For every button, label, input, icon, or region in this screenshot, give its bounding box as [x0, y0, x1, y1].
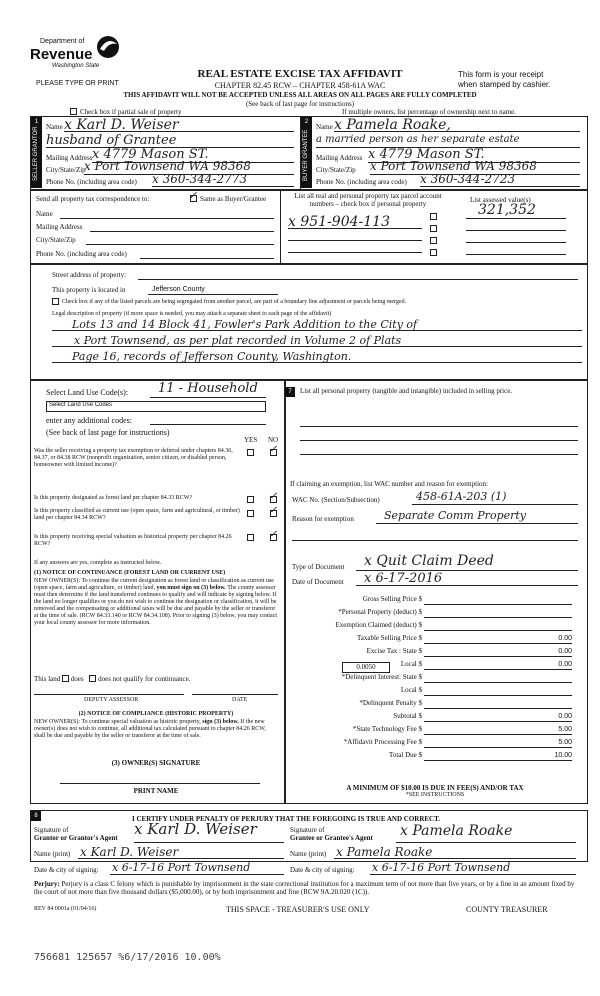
question-forest: Is this property designated as forest land per chapter 84.33 RCW? — [34, 495, 193, 501]
tax-row-value[interactable]: 0.00 — [558, 713, 572, 720]
rev-number: REV 84 0001a (01/04/16) — [34, 906, 97, 912]
perjury-text: Perjury is a class C felony which is punishable by imprisonment in the state correctional institution for a maximum term of not more than five years, or by a fine in an amount fixed by the court of not more than five thousand dollars ($5,000.00), or by both imprisonment and fine (RCW 9A.20.020 (1C)). — [34, 880, 575, 896]
doc-date-label: Date of Document — [292, 578, 344, 586]
buyer-mailing-label: Mailing Address — [316, 154, 363, 162]
parcel-personal-checkbox-3[interactable] — [430, 237, 437, 244]
q4-no-check-mark: ✓ — [269, 529, 278, 540]
seller-side-label: SELLER GRANTOR — [33, 126, 39, 181]
personal-property-label: List all personal property (tangible and intangible) included in selling price. — [300, 387, 513, 395]
parcel-personal-checkbox-2[interactable] — [430, 225, 437, 232]
seller-city-state-zip[interactable]: x Port Townsend WA 98368 — [84, 159, 251, 173]
notice-continuance-title: (1) NOTICE OF CONTINUANCE (FOREST LAND OR CURRENT USE) — [34, 570, 226, 576]
grantee-sig-label-2: Grantee or Grantee's Agent — [290, 834, 373, 842]
buyer-mailing-address[interactable]: x 4779 Mason ST. — [368, 147, 485, 162]
q1-no-check-mark: ✓ — [269, 444, 278, 455]
grantor-date-city[interactable]: x 6-17-16 Port Townsend — [112, 861, 251, 874]
legal-line-3[interactable]: Page 16, records of Jefferson County, Washington. — [72, 350, 352, 363]
buyer-city-state-zip[interactable]: x Port Townsend WA 98368 — [370, 159, 537, 173]
notice-compliance-title: (2) NOTICE OF COMPLIANCE (HISTORIC PROPERTY) — [78, 711, 234, 717]
tax-row-line — [424, 682, 572, 683]
seller-phone[interactable]: x 360-344-2773 — [152, 172, 248, 186]
if-yes-note: If any answers are yes, complete as instructed below. — [34, 560, 162, 566]
perjury-bold: Perjury: — [34, 880, 60, 888]
q2-yes-checkbox[interactable] — [247, 496, 254, 503]
tax-row-value[interactable]: 10.00 — [554, 752, 572, 759]
notice-compliance-text-a: NEW OWNER(S): To continue special valuation as historic property, — [34, 719, 201, 725]
tax-row — [292, 671, 578, 684]
tax-row — [292, 645, 578, 658]
grantor-sig-label-1: Signature of — [34, 826, 69, 834]
tax-row-line — [424, 708, 572, 709]
tax-row-value[interactable]: 0.00 — [558, 635, 572, 642]
reason-value[interactable]: Separate Comm Property — [384, 509, 527, 522]
notice-continuance-bold: you must sign on (3) below. — [156, 585, 226, 591]
tax-row-value[interactable]: 0.00 — [558, 661, 572, 668]
tax-row — [292, 749, 578, 762]
multiple-owners-note: If multiple owners, list percentage of ownership next to name. — [342, 108, 516, 116]
tax-row-label: Excise Tax : State $ — [366, 647, 422, 655]
tax-row-line — [424, 721, 572, 722]
notice-compliance-bold: sign (3) below. — [202, 719, 239, 725]
tax-row-line — [424, 630, 572, 631]
tax-row-line — [424, 669, 572, 670]
tax-row — [292, 684, 578, 697]
logo-dept-text: Department of — [40, 38, 85, 45]
see-back-note: (See back of last page for instructions) — [245, 100, 355, 108]
does-label: does — [70, 675, 84, 683]
tax-row-label: *Personal Property (deduct) $ — [338, 608, 422, 616]
dor-logo — [30, 34, 125, 78]
section-2-badge — [301, 117, 312, 188]
tax-row — [292, 593, 578, 606]
minimum-note: A MINIMUM OF $10.00 IS DUE IN FEE(S) AND/OR TAX — [346, 784, 524, 792]
street-address-label: Street address of property: — [52, 271, 127, 279]
additional-codes-label: enter any additional codes: — [46, 416, 132, 425]
buyer-phone-label: Phone No. (including area code) — [316, 178, 407, 186]
grantor-signature[interactable]: x Karl D. Weiser — [134, 820, 257, 838]
section-1-badge — [31, 117, 42, 188]
buyer-city-label: City/State/Zip — [316, 166, 356, 174]
tax-row — [292, 697, 578, 710]
corr-mailing-label: Mailing Address — [36, 223, 83, 231]
tax-row-label: Local $ — [400, 686, 422, 694]
tax-row-label: Gross Selling Price $ — [362, 595, 422, 603]
grantor-date-label: Date & city of signing: — [34, 866, 99, 874]
partial-sale-label: Check box if partial sale of property — [80, 108, 182, 116]
section-8-number: 8 — [34, 813, 38, 819]
tax-row — [292, 710, 578, 723]
tax-row-value[interactable]: 5.00 — [558, 739, 572, 746]
question-exemption: Was the seller receiving a property tax exemption or deferral under chapters 84.36, 84.37, or 84.38 RCW (nonprofit organization, senior citizen, or disabled person, homeowner with limited income)? — [34, 448, 233, 468]
grantor-print-label: Name (print) — [34, 850, 71, 858]
seller-city-label: City/State/Zip — [46, 166, 86, 174]
seller-mailing-label: Mailing Address — [46, 154, 93, 162]
grantee-print-name[interactable]: x Pamela Roake — [336, 845, 433, 859]
reason-label: Reason for exemption — [292, 515, 354, 523]
yes-col-header: YES — [244, 436, 258, 444]
tax-row-line — [424, 734, 572, 735]
seller-name[interactable]: x Karl D. Weiser — [64, 117, 179, 133]
tax-row-label: *Delinquent Penalty $ — [359, 699, 422, 707]
county-value[interactable]: Jefferson County — [152, 286, 205, 293]
revenue-swirl-icon — [93, 34, 123, 60]
same-as-buyer-check-mark: ✓ — [188, 189, 198, 202]
treasurer-use-label: THIS SPACE - TREASURER'S USE ONLY — [226, 905, 370, 914]
grantor-print-name[interactable]: x Karl D. Weiser — [80, 845, 179, 859]
correspondence-label: Send all property tax correspondence to: — [36, 195, 150, 203]
segregated-note: Check box if any of the listed parcels are being segregated from another parcel, are part of a boundary line adjustment or parcels being merged. — [62, 299, 407, 305]
form-chapter: CHAPTER 82.45 RCW – CHAPTER 458-61A WAC — [214, 81, 386, 90]
receipt-note-2: when stamped by cashier. — [458, 80, 551, 89]
buyer-name-label: Name — [316, 123, 333, 131]
wac-label: WAC No. (Section/Subsection) — [292, 496, 380, 504]
parcel-personal-checkbox-4[interactable] — [430, 249, 437, 256]
logo-state-text: Washington State — [52, 63, 100, 69]
seller-name-label: Name — [46, 123, 63, 131]
q1-yes-checkbox[interactable] — [247, 449, 254, 456]
grantee-signature[interactable]: x Pamela Roake — [400, 823, 513, 839]
notice-continuance-body — [34, 578, 278, 627]
does-not-label: does not — [98, 675, 122, 683]
section-7-number: 7 — [288, 389, 292, 395]
section-8-badge — [31, 811, 41, 821]
parcel-header: List all real and personal property tax parcel account numbers – check box if personal property — [294, 192, 442, 208]
this-land-row — [34, 674, 190, 683]
does-not-checkbox[interactable] — [89, 675, 96, 682]
tax-row — [292, 619, 578, 632]
tax-row — [292, 723, 578, 736]
q3-no-check-mark: ✓ — [269, 505, 278, 516]
buyer-phone[interactable]: x 360-344-2723 — [420, 172, 516, 186]
land-use-select[interactable] — [46, 401, 266, 412]
tax-row-line — [424, 643, 572, 644]
assessed-header: List assessed value(s) — [470, 196, 531, 204]
perjury-notice — [34, 880, 584, 896]
notice-compliance-text-b: If the new owner(s) does not wish to continue, all additional tax calculated pursuant to chapter 84.26 RCW, shall be due and payable by the seller or transferor at the time of sale. — [34, 719, 266, 739]
tax-row-label: *State Technology Fee $ — [352, 725, 422, 733]
tax-row-line — [424, 617, 572, 618]
notice-compliance-body — [34, 719, 278, 740]
tax-row-line — [424, 656, 572, 657]
legal-line-2[interactable]: x Port Townsend, as per plat recorded in Volume 2 of Plats — [74, 334, 402, 347]
q2-no-check-mark: ✓ — [269, 491, 278, 502]
certify-statement: I CERTIFY UNDER PENALTY OF PERJURY THAT THE FOREGOING IS TRUE AND CORRECT. — [132, 815, 441, 823]
please-type-note: PLEASE TYPE OR PRINT — [36, 80, 119, 87]
question-historic: Is this property receiving special valuation as historical property per chapter 84.26 RCW? — [34, 534, 232, 547]
legal-line-1[interactable]: Lots 13 and 14 Block 41, Fowler's Park Addition to the City of — [72, 318, 418, 331]
buyer-name[interactable]: x Pamela Roake, — [334, 117, 451, 133]
partial-sale-checkbox[interactable] — [70, 108, 77, 115]
tax-row — [292, 606, 578, 619]
tax-table — [292, 593, 578, 763]
land-use-see-back: (See back of last page for instructions) — [46, 428, 170, 437]
parcel-number[interactable]: x 951-904-113 — [288, 214, 390, 230]
tax-row-label: Subtotal $ — [393, 712, 422, 720]
tax-row-line — [424, 695, 572, 696]
tax-row-line — [424, 604, 572, 605]
notice-continuance-text-a: NEW OWNER(S): To continue the current designation as forest land or classification as current use (open space, farm and agriculture, or timber) land, — [34, 578, 274, 591]
tax-row-label: *Delinquent Interest: State $ — [341, 673, 422, 681]
corr-city-label: City/State/Zip — [36, 236, 76, 244]
see-instructions: *SEE INSTRUCTIONS — [405, 792, 465, 798]
corr-phone-label: Phone No. (including area code) — [36, 250, 127, 258]
tax-row-value[interactable]: 0.00 — [558, 648, 572, 655]
this-land-label: This land — [34, 675, 61, 683]
owner-signature-label: (3) OWNER(S) SIGNATURE — [111, 759, 201, 767]
land-use-select-placeholder: Select Land Use Codes — [49, 402, 113, 408]
qualify-label: qualify for continuance. — [123, 675, 191, 683]
form-title: REAL ESTATE EXCISE TAX AFFIDAVIT — [197, 68, 403, 80]
grantee-date-label: Date & city of signing: — [290, 866, 355, 874]
print-name-label: PRINT NAME — [133, 787, 179, 795]
grantee-date-city[interactable]: x 6-17-16 Port Townsend — [372, 861, 511, 874]
same-as-buyer-label: Same as Buyer/Grantee — [200, 195, 267, 203]
tax-row — [292, 736, 578, 749]
question-current-use: Is this property classified as current use (open space, farm and agricultural, or timber) land per chapter 84.34 RCW? — [34, 508, 240, 521]
section-7-badge — [285, 387, 295, 397]
local-rate-box[interactable] — [342, 662, 390, 673]
tax-row-label: Local $ — [400, 660, 422, 668]
deputy-assessor-label: DEPUTY ASSESSOR — [84, 697, 139, 703]
land-use-label: Select Land Use Code(s): — [46, 388, 128, 397]
doc-type-value[interactable]: x Quit Claim Deed — [364, 553, 494, 569]
seller-mailing-address[interactable]: x 4779 Mason ST. — [92, 147, 209, 162]
located-in-label: This property is located in — [52, 286, 126, 294]
logo-revenue-text: Revenue — [30, 46, 93, 63]
tax-row-label: Total Due $ — [389, 751, 422, 759]
local-rate-value: 0.0050 — [356, 663, 376, 671]
segregated-checkbox[interactable] — [52, 298, 59, 305]
seller-name-line2[interactable]: husband of Grantee — [46, 133, 177, 148]
tax-row — [292, 658, 578, 671]
recording-stamp: 756681 125657 %6/17/2016 10.00% — [34, 952, 221, 963]
exemption-claim-label: If claiming an exemption, list WAC number and reason for exemption: — [290, 480, 488, 488]
buyer-name-line2[interactable]: a married person as her separate estate — [316, 134, 520, 145]
doc-date-value[interactable]: x 6-17-2016 — [364, 571, 443, 586]
date-label: DATE — [232, 697, 248, 703]
legal-description-label: Legal description of property (if more space is needed, you may attach a separate sheet to each page of the affidavit) — [52, 311, 332, 317]
land-use-value[interactable]: 11 - Household — [158, 381, 258, 396]
tax-row-label: Taxable Selling Price $ — [356, 634, 422, 642]
section-1-number: 1 — [34, 119, 39, 125]
tax-row — [292, 632, 578, 645]
q3-yes-checkbox[interactable] — [247, 510, 254, 517]
receipt-note: This form is your receipt — [458, 70, 544, 79]
parcel-personal-checkbox-1[interactable] — [430, 213, 437, 220]
grantee-print-label: Name (print) — [290, 850, 327, 858]
seller-phone-label: Phone No. (including area code) — [46, 178, 137, 186]
section-2-number: 2 — [304, 119, 309, 125]
q4-yes-checkbox[interactable] — [247, 534, 254, 541]
tax-row-line — [424, 747, 572, 748]
notice-continuance-text-b: The county assessor must then determine if the land transferred continues to qualify and will indicate by signing below. If the land no longer qualifies or you do not wish to continue the designation or classification, it will be removed and the compensating or additional taxes will be due and payable by the seller or transferor at the time of sale. (RCW 84.33.140 or RCW 84.34.108). Prior to signing (3) below, you may contact your local county assessor for more information. — [34, 585, 278, 626]
corr-name-label: Name — [36, 210, 53, 218]
assessed-value[interactable]: 321,352 — [478, 202, 536, 218]
tax-row-line — [424, 760, 572, 761]
tax-row-label: *Affidavit Processing Fee $ — [343, 738, 422, 746]
grantor-sig-label-2: Grantor or Grantor's Agent — [34, 834, 118, 842]
county-treasurer-label: COUNTY TREASURER — [466, 905, 548, 914]
grantee-sig-label-1: Signature of — [290, 826, 325, 834]
doc-type-label: Type of Document — [292, 563, 345, 571]
buyer-side-label: BUYER GRANTEE — [303, 129, 309, 181]
form-warning: THIS AFFIDAVIT WILL NOT BE ACCEPTED UNLESS ALL AREAS ON ALL PAGES ARE FULLY COMPLETED — [123, 91, 477, 99]
no-col-header: NO — [268, 436, 279, 444]
tax-row-label: Exemption Claimed (deduct) $ — [335, 621, 422, 629]
tax-row-value[interactable]: 5.00 — [558, 726, 572, 733]
wac-value[interactable]: 458-61A-203 (1) — [416, 490, 507, 503]
does-checkbox[interactable] — [62, 675, 69, 682]
